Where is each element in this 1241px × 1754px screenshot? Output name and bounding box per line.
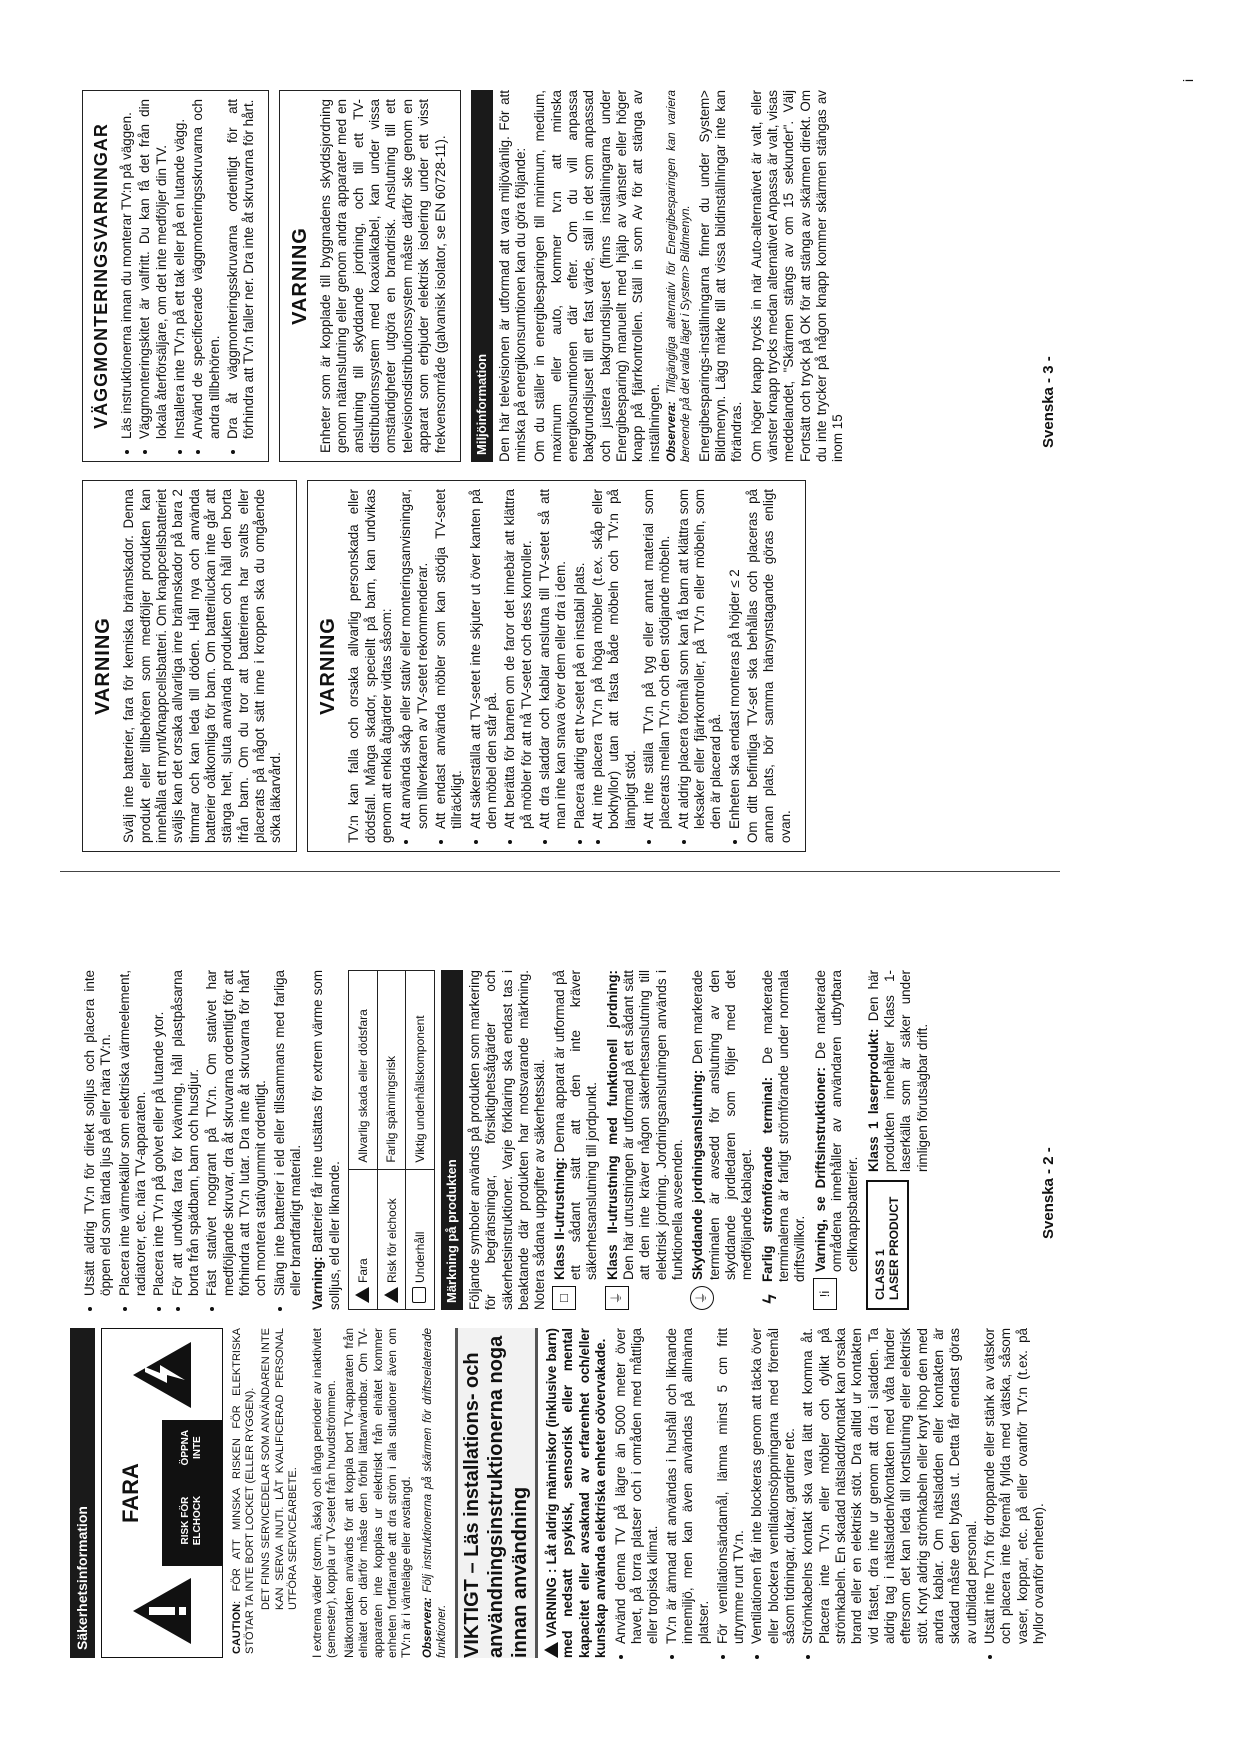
list-item: • Använd denna TV på lägre än 5000 meter över havet, på torra platser och i områden med måttliga eller tropiska klimat. xyxy=(613,1328,662,1644)
danger-icon xyxy=(355,1287,369,1303)
functional-earth-icon: ⏚ xyxy=(605,1286,629,1310)
tip-over-outro: Om ditt befintliga TV-set ska behållas och placeras på annan plats, bör samma hänsynstagande göras enligt ovan. xyxy=(745,489,793,843)
caution-text xyxy=(231,1328,257,1658)
warning-lead-text: VARNING : Låt aldrig människor (inklusive barn) med nedsatt psykisk, sensorisk eller mental kapacitet eller avsaknad av erfarenhet och/eller kunskap använda elektriska enheter oövervakade. xyxy=(544,1328,609,1658)
operating-instructions-icon: !i xyxy=(813,1278,837,1310)
wall-mount-warning-box xyxy=(82,90,269,462)
protective-earth-icon: ⏚ xyxy=(690,1286,714,1310)
class2f-label: Klass II-utrustning med funktionell jordning: xyxy=(604,970,620,1280)
earthing-warning-box xyxy=(279,90,461,462)
page-footer-left: Svenska - 2 - xyxy=(1040,1147,1057,1239)
list-item: • Att dra sladdar och kablar anslutna till TV-setet så att man inte kan snava över dem eller dra i dem. xyxy=(537,489,570,829)
laser-label: Klass 1 laserprodukt: xyxy=(865,1028,881,1172)
list-item: • Läs instruktionerna innan du monterar TV:n på väggen. xyxy=(119,99,135,439)
operating-instructions-row xyxy=(813,970,862,1310)
battery-warning xyxy=(310,970,343,1310)
hazard-text: De markerade terminalerna är farligt strömförande under normala driftsvillkor. xyxy=(759,970,808,1282)
column-3 xyxy=(82,480,806,852)
protective-text: Den markerade terminalen är avsedd för anslutning av den skyddande jordledaren som följer med det medföljande kablaget. xyxy=(690,970,755,1280)
list-item: • Släng inte batterier i eld eller tillsammans med farliga eller brandfarligt material. xyxy=(272,970,305,1296)
weather-paragraph: I extrema väder (storm, åska) och långa perioder av inaktivitet (semester), koppla ur TV-setet från huvudströmmen. xyxy=(310,1328,339,1658)
lightning-warning-icon xyxy=(102,1329,222,1420)
symbol-desc: Viktig underhållskomponent xyxy=(406,971,435,1170)
caution-text-2: DET FINNS SERVICEDELAR SOM ANVÄNDAREN INTE KAN SERVA INUTI. LÅT KVALIFICERAD PERSONAL UTFÖRA SERVICEARBETE. xyxy=(260,1328,299,1610)
environment-p3: Energibesparings-inställningarna finner du under System> Bildmenyn. Lägg märke till att vissa bildinställningar inte kan förändras. xyxy=(696,90,745,462)
fara-warning-box xyxy=(101,1328,223,1658)
symbol-desc: Farlig spänningsrisk xyxy=(377,971,406,1170)
environment-note xyxy=(666,90,694,462)
list-item: • Att inte ställa TV:n på tyg eller annat material som placerats mellan TV:n och den stödjande möbeln. xyxy=(641,489,674,829)
earthing-warning-text: Enheter som är kopplade till byggnadens skyddsjordning genom nätanslutning eller genom andra apparater med en anslutning till skyddande jordning, och till ett TV-distributionssystem med koaxialkabel, kan under vissa omständigheter utgöra en brandrisk. Anslutning till ett televisionsdistributionssystem måste därför ske genom en apparat som erbjuder elektrisk isolering under ett visst frekvensområde (galvanisk isolator, se EN 60728-11). xyxy=(318,99,448,453)
operating-label: Varning, se Driftsinstruktioner: xyxy=(812,1067,828,1272)
fara-subtitle-line1: RISK FÖR ELCHOCK xyxy=(180,1495,204,1546)
page-footer-right: Svenska - 3 - xyxy=(1040,356,1057,448)
list-item: • Att berätta för barnen om de faror det innebär att klättra på möbler för att nå TV-setet och dess kontroller. xyxy=(502,489,535,829)
hazard-terminal-row xyxy=(760,970,809,1310)
maintenance-icon xyxy=(412,1287,426,1303)
warning-triangle-icon xyxy=(544,1642,558,1658)
warning-lead xyxy=(544,1328,609,1658)
list-item: • Att endast använda möbler som kan stödja TV-setet tillräckligt. xyxy=(433,489,466,829)
environment-p2: Om du ställer in energibesparingen till minimum, medium, maximum eller auto, kommer tv:n att minska energikonsumtionen där efter. Om du vill anpassa bakgrundsljuset till ett fast värde, ställ in det som anpassad och justera bakgrundsljuset (finns inställningarna under Energibesparing) manuellt med hjälp av vänster eller höger knapp på fjärrkontrollen. Ställ in som Av för att stänga av inställningen. xyxy=(532,90,662,462)
environment-header: Miljöinformation xyxy=(471,90,493,462)
protective-earth-row xyxy=(690,970,755,1310)
laser-product-label-icon: CLASS 1 LASER PRODUCT xyxy=(866,1180,910,1310)
symbol-label: Fara xyxy=(356,1258,371,1283)
important-title: VIKTIGT – Läs installations- och användningsinstruktionerna noga innan användning xyxy=(455,1328,538,1658)
protective-label: Skyddande jordningsanslutning: xyxy=(690,1069,706,1280)
caution-label: CAUTION xyxy=(231,1603,244,1654)
tip-over-warning-box xyxy=(307,480,806,852)
class2f-row xyxy=(605,970,687,1310)
list-item: • För att undvika fara för kvävning, håll plastpåsarna borta från spädbarn, barn och husdjur. xyxy=(170,970,203,1296)
list-item: • Placera inte värmekällor som elektriska värmeelement, radiatorer, etc. nära TV-apparaten. xyxy=(117,970,150,1296)
list-item: • Att säkerställa att TV-setet inte skjuter ut över kanten på den möbel den står på. xyxy=(468,489,501,829)
list-item: • Fäst stativet noggrant på TV:n. Om stativet har medföljande skruvar, dra åt skruvarna ordentligt för att förhindra att TV:n lutar. Dra inte åt skruvarna för hårt och montera stativgummit ordentligt. xyxy=(204,970,269,1296)
list-item: • Installera inte TV:n på ett tak eller på en lutande vägg. xyxy=(172,99,188,439)
mains-paragraph: Nätkontakten används för att koppla bort TV-apparaten från elnätet och därför måste den förbli lättanvändbar. Om TV-apparaten inte kopplas ur elektriskt från elnätet kommer enheten fortfarande att dra ström i alla situationer även om TV:n är i vänteläge eller avstängd. xyxy=(341,1328,414,1658)
list-item: • Dra åt väggmonteringsskruvarna ordentligt för att förhindra att TV:n faller ner. Dra inte åt skruvarna för hårt. xyxy=(225,99,258,439)
list-item: • TV:n är ämnad att användas i hushåll och liknande innemiljö, men kan även användas på allmänna platser. xyxy=(664,1328,713,1644)
list-item: • Ventilationen får inte blockeras genom att täcka över eller blockera ventilationsöppningarna med föremål såsom tidningar, dukar, gardiner etc. xyxy=(749,1328,798,1644)
wall-mount-title: VÄGGMONTERINGSVARNINGAR xyxy=(91,123,111,429)
class2f-text: Den här utrustningen är utformad på ett sådant sätt att den inte kräver någon säkerhetsanslutning till elektrisk jordning. Jordningsanslutningen används i funktionella avseenden. xyxy=(620,970,686,1280)
list-item: • Väggmonteringskitet är valfritt. Du kan få det från din lokala återförsäljare, om det inte medföljer din TV. xyxy=(137,99,170,439)
note-label: Observera: xyxy=(421,1597,434,1658)
markings-header: Märkning på produkten xyxy=(441,970,463,1310)
list-item: • För ventilationsändamål, lämna minst 5 cm fritt utrymme runt TV:n. xyxy=(715,1328,748,1644)
fara-title: FARA xyxy=(102,1420,163,1566)
tip-over-intro: TV:n kan falla och orsaka allvarlig personskada eller dödsfall. Många skador, speciellt på barn, kan undvikas genom att enkla åtgärder vidtas såsom: xyxy=(346,489,394,843)
page-divider xyxy=(60,871,1060,872)
column-1 xyxy=(70,1328,1049,1658)
list-item: • Att använda skåp eller stativ eller monteringsanvisningar, som tillverkaren av TV-setet rekommenderar. xyxy=(398,489,431,829)
symbol-label: Underhåll xyxy=(413,1231,428,1283)
lightning-icon: ϟ xyxy=(759,1294,780,1304)
markings-intro: Följande symboler används på produkten som markering för begränsningar, försiktighetsåtgärder och säkerhetsinstruktioner. Varje förklaring ska endast tas i beaktande där produkten har motsvarande märkning. Notera sådana uppgifter av säkerhetsskäl. xyxy=(466,970,548,1310)
symbol-table xyxy=(348,970,435,1310)
earthing-warning-title: VARNING xyxy=(288,227,311,325)
battery-warning-text: Batterier får inte utsättas för extrem värme som solljus, eld eller liknande. xyxy=(310,970,342,1310)
section-header-safety: Säkerhetsinformation xyxy=(70,1328,95,1658)
list-item: • Enheten ska endast monteras på höjder ≤ 2 xyxy=(727,489,743,829)
wall-mount-list xyxy=(119,99,258,453)
environment-note-label: Observera: xyxy=(666,401,679,462)
battery-warning-box xyxy=(82,480,297,852)
list-item: • Placera aldrig ett tv-setet på en instabil plats. xyxy=(572,489,588,829)
laser-text: Den här produkten innehåller Klass 1-laserkälla som är säker under rimligen förutsägbar drift. xyxy=(865,970,930,1172)
exclamation-warning-icon xyxy=(102,1566,222,1657)
list-item: • Att aldrig placera föremål som kan få barn att klättra som leksaker eller fjärrkontroller, på TV:n eller möbeln, som den är placerad på. xyxy=(676,489,725,829)
note-text: Följ instruktionerna på skärmen för driftsrelaterade funktioner. xyxy=(421,1328,448,1658)
column-2 xyxy=(82,970,935,1310)
caution-text-1: : FÖR ATT MINSKA RISKEN FÖR ELEKTRISKA STÖTAR TA INTE BORT LOCKET (ELLER RYGGEN). xyxy=(231,1328,257,1654)
operating-text: De markerade områdena innehåller av användaren utbytbara cellknappsbatterier. xyxy=(812,970,861,1272)
battery-warning-text: Svälj inte batterier, fara för kemiska brännskador. Denna produkt eller tillbehören som medföljer produkten kan innehålla ett mynt/knappcellsbatteri. Om knappcellsbatteriet sväljs kan det orsaka allvarliga inre brännskador på bara 2 timmar och kan leda till döden. Håll nya och använda batterier oåtkomliga för barn. Om batteriluckan inte går att stänga helt, sluta använda produkten och håll den borta ifrån barn. Om du tror att batterierna har svalts eller placerats på något sätt inne i kroppen ska du omgående söka läkarvård. xyxy=(121,489,284,843)
column-4 xyxy=(82,90,850,462)
battery-warning-label: Varning: xyxy=(310,1256,326,1310)
environment-note-text: Tillgängliga alternativ för Energibesparingen kan variera beroende på det valda läget i System> Bildmenyn. xyxy=(666,90,692,462)
list-item: • Använd de specificerade väggmonteringsskruvarna och andra tillbehören. xyxy=(190,99,223,439)
fara-subtitle xyxy=(163,1420,223,1566)
list-item: • Placera inte TV:n på golvet eller på lutande ytor. xyxy=(151,970,167,1296)
symbol-label: Risk för elchock xyxy=(384,1198,399,1283)
symbol-desc: Allvarlig skada eller dödsfara xyxy=(349,971,378,1170)
environment-p4: Om höger knapp trycks in när Auto-alternativet är valt, eller vänster knapp trycks medan alternativet Anpassa är valt, visas meddelandet, "Skärmen stängs av om 15 sekunder". Välj Fortsätt och tryck på OK för att stänga av skärmen direkt. Om du inte trycker på någon knapp kommer skärmen stängas av inom 15 xyxy=(748,90,846,462)
class2-text: Denna apparat är utformad på ett sådant sätt att den inte kräver säkerhetsanslutning till jordpunkt. xyxy=(551,970,600,1280)
safety-bullet-list xyxy=(613,1328,1048,1658)
tip-over-list xyxy=(398,489,743,843)
list-item: • Utsätt inte TV:n för droppande eller stänk av vätskor och placera inte föremål fyllda med vätska, såsom vaser, koppar, etc. på eller ovanför TV:n (t.ex. på hyllor ovanför enheten). xyxy=(982,1328,1047,1644)
class2-square-icon: □ xyxy=(552,1286,576,1310)
safety-bullet-list-2 xyxy=(82,970,304,1310)
list-item: • Utsätt aldrig TV:n för direkt solljus och placera inte öppen eld som tända ljus på eller nära TV:n. xyxy=(82,970,115,1296)
table-row xyxy=(406,971,435,1310)
class2-row xyxy=(552,970,601,1310)
edge-mark: i xyxy=(1180,78,1196,82)
note-paragraph xyxy=(422,1328,450,1658)
fara-subtitle-line2: ÖPPNA INTE xyxy=(180,1429,204,1466)
environment-p1: Den här televisionen är utformad att vara miljövänlig. För att minska på energikonsumtionen kan du göra följande: xyxy=(496,90,529,462)
laser-row xyxy=(866,970,931,1310)
class2-label: Klass II-utrustning: xyxy=(551,1157,567,1280)
battery-warning-title: VARNING xyxy=(92,617,114,715)
shock-icon xyxy=(384,1287,398,1303)
table-row xyxy=(349,971,378,1310)
list-item: • Strömkabelns kontakt ska vara lätt att komma åt. Placera inte TV:n eller möbler och dylikt på strömkabeln. En skadad nätsladd/kontakt kan orsaka brand eller en elektrisk stöt. Dra alltid ur kontakten vid fästet, dra inte ur genom att dra i sladden. Ta aldrig tag i nätsladden/kontakten med våta händer eftersom det kan leda till kortslutning eller elektrisk stöt. Knyt aldrig strömkabeln eller knyt ihop den med andra kablar. Om nätsladden eller kontakten är skadad måste den bytas ut. Detta får endast göras av utbildad personal. xyxy=(800,1328,980,1644)
hazard-label: Farlig strömförande terminal: xyxy=(759,1076,775,1282)
table-row xyxy=(377,971,406,1310)
list-item: • Att inte placera TV:n på höga möbler (t.ex. skåp eller bokhyllor) utan att fästa både möbeln och TV:n på lämpligt stöd. xyxy=(590,489,639,829)
tip-over-warning-title: VARNING xyxy=(316,617,339,715)
